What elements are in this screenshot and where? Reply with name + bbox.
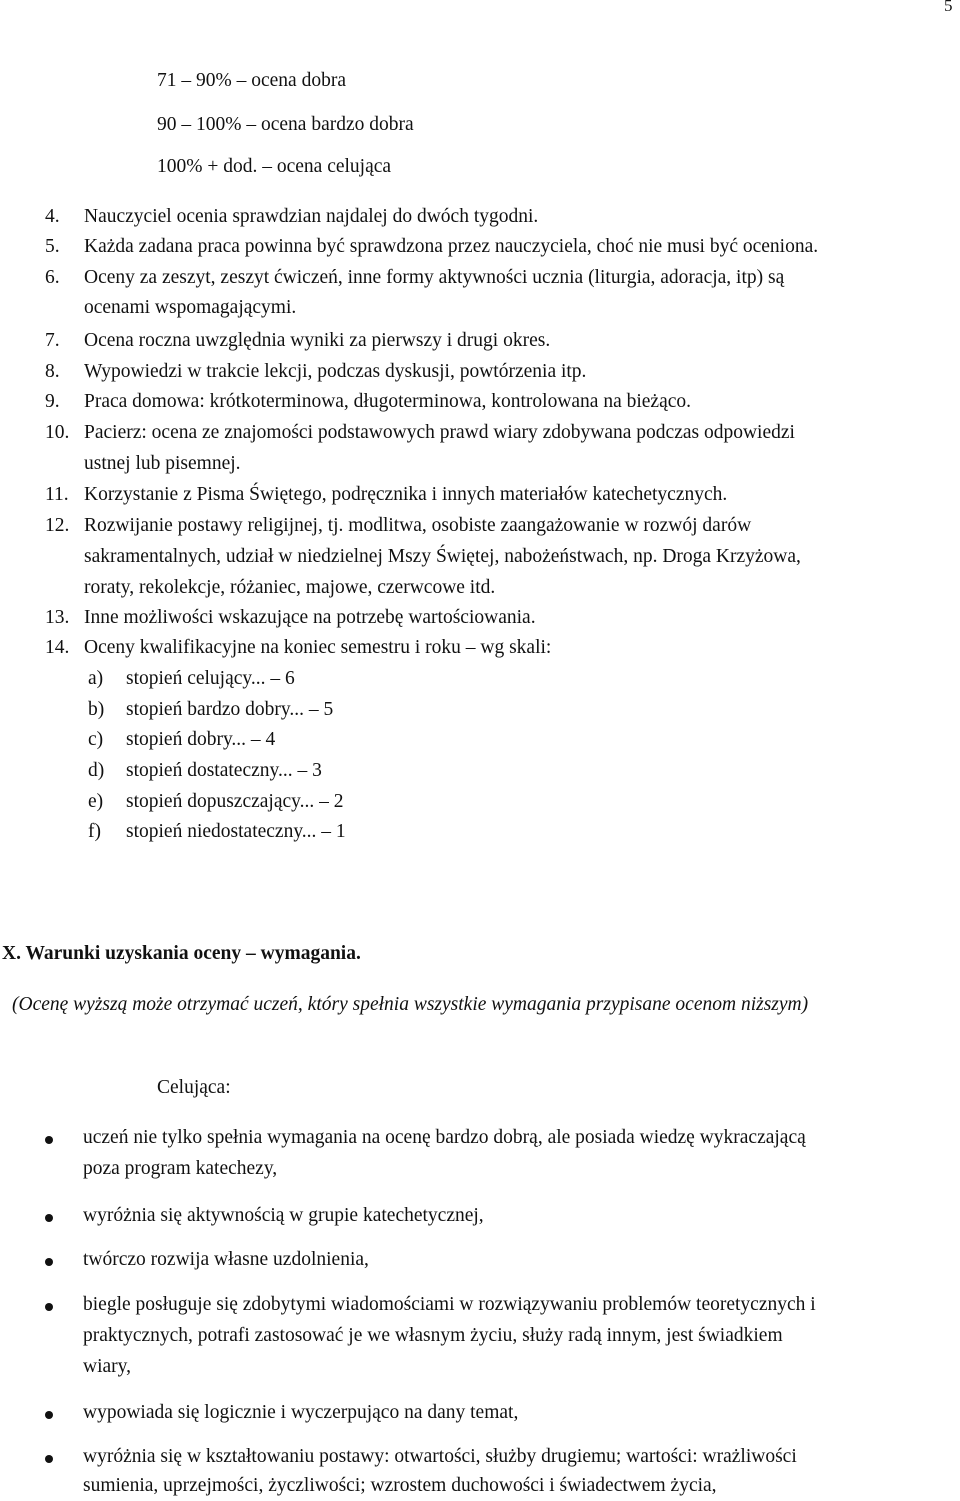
grade-letter: f) [88, 821, 101, 842]
bullet-icon [45, 1303, 53, 1311]
item-number: 12. [45, 515, 70, 536]
item-number: 9. [45, 391, 60, 412]
bullet-icon [45, 1455, 53, 1463]
item-text: Nauczyciel ocenia sprawdzian najdalej do dwóch tygodni. [84, 206, 539, 227]
grade-letter: e) [88, 791, 104, 812]
item-text: Wypowiedzi w trakcie lekcji, podczas dyskusji, powtórzenia itp. [84, 361, 587, 382]
bullet-text-continued: wiary, [83, 1356, 132, 1377]
item-number: 13. [45, 607, 70, 628]
bullet-text: uczeń nie tylko spełnia wymagania na ocenę bardzo dobrą, ale posiada wiedzę wykraczającą [83, 1127, 806, 1148]
item-number: 4. [45, 206, 60, 227]
item-number: 5. [45, 236, 60, 257]
item-number: 10. [45, 422, 70, 443]
grade-text: stopień dobry... – 4 [126, 729, 276, 750]
bullet-text-continued: sumienia, uprzejmości, życzliwości; wzrostem duchowości i świadectwem życia, [83, 1475, 717, 1496]
grade-letter: d) [88, 760, 105, 781]
grade-text: stopień celujący... – 6 [126, 668, 295, 689]
item-text-continued: roraty, rekolekcje, różaniec, majowe, czerwcowe itd. [84, 577, 496, 598]
bullet-icon [45, 1258, 53, 1266]
item-text: Oceny za zeszyt, zeszyt ćwiczeń, inne formy aktywności ucznia (liturgia, adoracja, itp) są [84, 267, 785, 288]
section-heading: X. Warunki uzyskania oceny – wymagania. [2, 943, 361, 964]
item-text: Inne możliwości wskazujące na potrzebę wartościowania. [84, 607, 536, 628]
item-text: Rozwijanie postawy religijnej, tj. modlitwa, osobiste zaangażowanie w rozwój darów [84, 515, 752, 536]
bullet-text: twórczo rozwija własne uzdolnienia, [83, 1249, 369, 1270]
bullet-icon [45, 1214, 53, 1222]
section-note: (Ocenę wyższą może otrzymać uczeń, który spełnia wszystkie wymagania przypisane ocenom niższym) [12, 994, 809, 1015]
bullet-text: biegle posługuje się zdobytymi wiadomościami w rozwiązywaniu problemów teoretycznych i [83, 1294, 816, 1315]
bullet-text: wyróżnia się w kształtowaniu postawy: otwartości, służby drugiemu; wartości: wrażliwości [83, 1446, 797, 1467]
grade-text: stopień bardzo dobry... – 5 [126, 699, 334, 720]
bullet-text: wyróżnia się aktywnością w grupie katechetycznej, [83, 1205, 484, 1226]
bullet-text-continued: poza program katechezy, [83, 1158, 278, 1179]
item-number: 6. [45, 267, 60, 288]
score-range-1: 71 – 90% – ocena dobra [157, 70, 346, 91]
item-text-continued: ustnej lub pisemnej. [84, 453, 241, 474]
score-range-3: 100% + dod. – ocena celująca [157, 156, 392, 177]
item-text: Korzystanie z Pisma Świętego, podręcznika i innych materiałów katechetycznych. [84, 484, 728, 505]
item-number: 7. [45, 330, 60, 351]
item-text: Oceny kwalifikacyjne na koniec semestru i roku – wg skali: [84, 637, 552, 658]
subheading-celujaca: Celująca: [157, 1077, 231, 1098]
score-range-2: 90 – 100% – ocena bardzo dobra [157, 114, 414, 135]
bullet-text: wypowiada się logicznie i wyczerpująco na dany temat, [83, 1402, 519, 1423]
item-number: 14. [45, 637, 70, 658]
bullet-text-continued: praktycznych, potrafi zastosować je we własnym życiu, służy radą innym, jest świadkiem [83, 1325, 783, 1346]
grade-letter: a) [88, 668, 104, 689]
grade-text: stopień dopuszczający... – 2 [126, 791, 344, 812]
bullet-icon [45, 1136, 53, 1144]
page-number: 5 [944, 0, 953, 15]
item-text: Pacierz: ocena ze znajomości podstawowych prawd wiary zdobywana podczas odpowiedzi [84, 422, 795, 443]
grade-letter: c) [88, 729, 104, 750]
item-text: Praca domowa: krótkoterminowa, długoterminowa, kontrolowana na bieżąco. [84, 391, 692, 412]
bullet-icon [45, 1411, 53, 1419]
item-text-continued: ocenami wspomagającymi. [84, 297, 297, 318]
grade-letter: b) [88, 699, 105, 720]
item-number: 11. [45, 484, 69, 505]
grade-text: stopień niedostateczny... – 1 [126, 821, 346, 842]
item-number: 8. [45, 361, 60, 382]
item-text-continued: sakramentalnych, udział w niedzielnej Mszy Świętej, nabożeństwach, np. Droga Krzyżowa, [84, 546, 801, 567]
item-text: Każda zadana praca powinna być sprawdzona przez nauczyciela, choć nie musi być oceniona. [84, 236, 819, 257]
item-text: Ocena roczna uwzględnia wyniki za pierwszy i drugi okres. [84, 330, 551, 351]
grade-text: stopień dostateczny... – 3 [126, 760, 322, 781]
